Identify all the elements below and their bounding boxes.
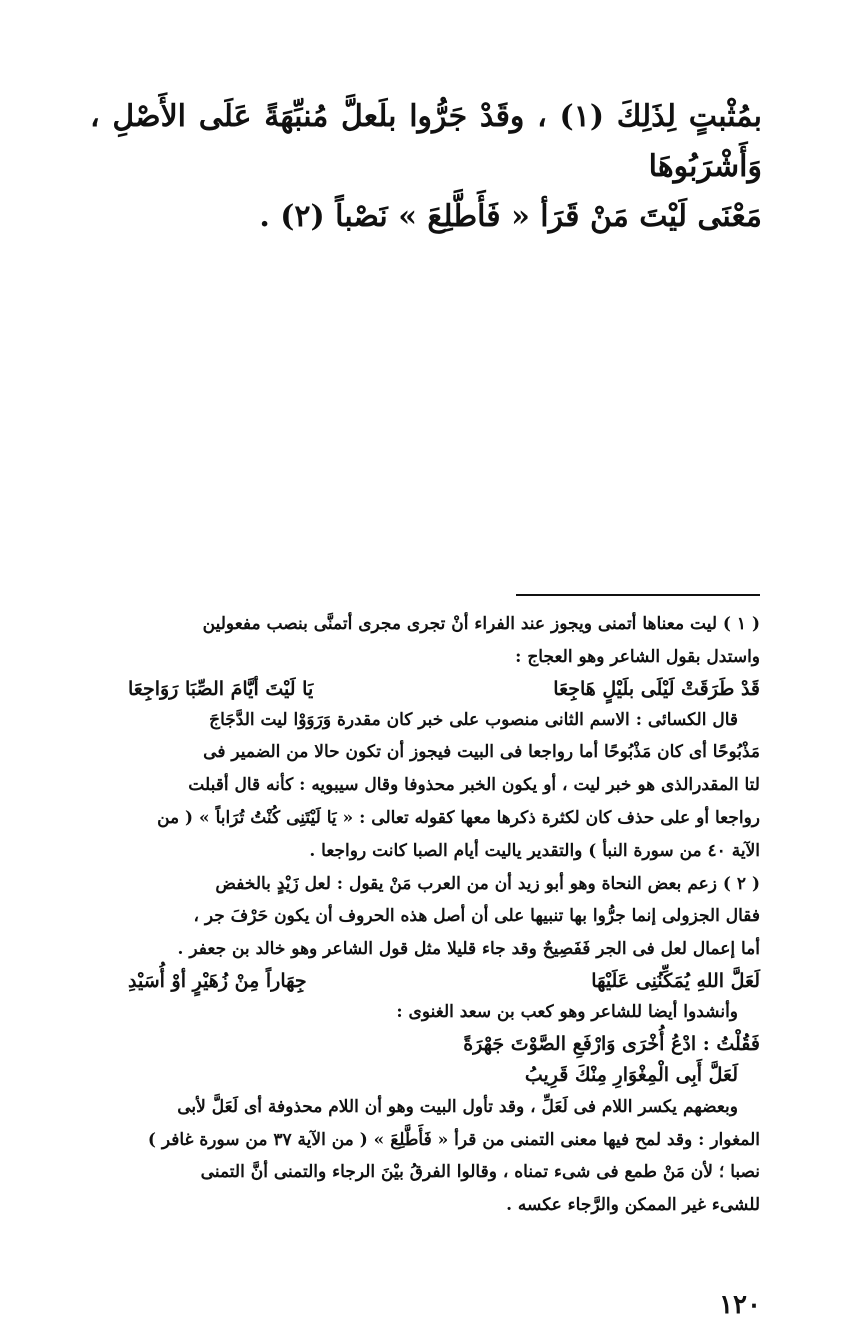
main-text-line: بمُثْبتٍ لِذَلِكَ (١) ، وقَدْ جَرُّوا بلَعلَّ مُنبِّهَةً عَلَى الأَصْلِ ، وَأَشْرَبُوهَا	[90, 99, 762, 184]
main-text-line: مَعْنَى لَيْتَ مَنْ قَرَأ « فَأَطَّلِعَ » نَصْباً (٢) .	[259, 199, 762, 234]
footnote-1-line: لتا المقدرالذى هو خبر ليت ، أو يكون الخبر محذوفا وقال سيبويه : كأنه قال أقبلت	[188, 775, 760, 796]
footnote-separator	[516, 594, 760, 596]
footnote-1-line: ( ١ ) ليت معناها أتمنى ويجوز عند الفراء أنْ تجرى مجرى أتمنَّى بنصب مفعولين	[202, 614, 760, 634]
footnote-1-line: الآية ٤٠ من سورة النبأ ) والتقدير ياليت أيام الصبا كانت رواجعا .	[309, 840, 760, 861]
poetry-verse	[100, 674, 760, 704]
verse-second-hemistich: لَعَلَّ أَبِى الْمِغْوَارِ مِنْكَ قَرِيبُ	[524, 1063, 738, 1086]
footnote-1-line: مَذْبُوحًا أى كان مَذْبُوحًا أما رواجعا فى البيت فيجوز أن تكون حالا من الضمير فى	[203, 742, 760, 763]
footnote-1-line: رواجعا أو على حذف كان لكثرة ذكرها معها كقوله تعالى : « يَا لَيْتَنِى كُنْتُ تُرَاباً » ( من	[157, 807, 760, 828]
footnote-2-line: للشىء غير الممكن والرَّجاء عكسه .	[506, 1195, 760, 1216]
page-number: ١٢٠	[719, 1290, 761, 1320]
verse-first-hemistich: لَعَلَّ اللهِ يُمَكِّنُنِى عَلَيْهَا	[591, 969, 760, 992]
verse-second-hemistich: يَا لَيْتَ أيَّامَ الصِّبَا رَوَاجِعَا	[128, 677, 314, 700]
main-text	[90, 92, 762, 242]
footnotes	[100, 608, 760, 1222]
footnote-1-line: قال الكسائى : الاسم الثانى منصوب على خبر كان مقدرة وَرَوَوْا ليت الدَّجَاجَ	[209, 709, 738, 730]
verse-first-hemistich: قَدْ طَرَقَتْ لَيْلَى بلَيْلٍ هَاجِعَا	[553, 677, 760, 700]
footnote-2-line: أما إعمال لعل فى الجر فَفَصِيحٌ وقد جاء قليلا مثل قول الشاعر وهو خالد بن جعفر .	[177, 939, 760, 960]
poetry-verse	[100, 966, 760, 996]
footnote-2-line: ( ٢ ) زعم بعض النحاة وهو أبو زيد أن من العرب مَنْ يقول : لعل زَيْدٍ بالخفض	[215, 873, 760, 894]
verse-first-hemistich: فَقُلْتُ : ادْعُ أُخْرَى وَارْفَعِ الصَّوْتَ جَهْرَةً	[463, 1032, 760, 1055]
footnote-2-line: وبعضهم يكسر اللام فى لَعَلِّ ، وقد تأول البيت وهو أن اللام محذوفة أى لَعَلَّ لأبى	[177, 1096, 738, 1117]
footnote-2-line: المغوار : وقد لمح فيها معنى التمنى من قرأ « فَأَطَّلِعَ » ( من الآية ٣٧ من سورة غافر )	[147, 1129, 760, 1150]
footnote-2-line: فقال الجزولى إنما جرُّوا بها تنبيها على أن أصل هذه الحروف أن يكون حَرْفَ جر ،	[193, 906, 760, 927]
footnote-2-line: نصبا ؛ لأن مَنْ طمع فى شىء تمناه ، وقالوا الفرقُ بيْنَ الرجاء والتمنى أنَّ التمنى	[200, 1162, 760, 1183]
footnote-1-line: واستدل بقول الشاعر وهو العجاج :	[515, 646, 760, 667]
footnote-2-line: وأنشدوا أيضا للشاعر وهو كعب بن سعد الغنوى :	[396, 1001, 738, 1022]
verse-second-hemistich: جِهَاراً مِنْ زُهَيْرٍ أوْ أُسَيْدِ	[128, 969, 307, 992]
